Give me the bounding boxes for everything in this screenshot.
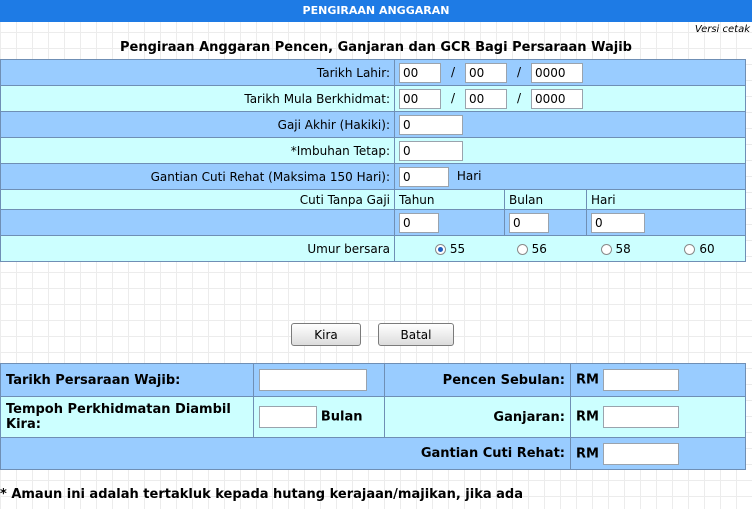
unpaid-month-input[interactable] [509, 213, 549, 233]
retire-date-output[interactable] [259, 369, 367, 391]
service-start-fields: 00 /00 /0000 [395, 86, 746, 112]
age-option-56[interactable]: 56 [517, 242, 597, 256]
salary-label: Gaji Akhir (Hakiki): [1, 112, 395, 138]
footnote: * Amaun ini adalah tertakluk kepada hutang kerajaan/majikan, jika ada [0, 487, 524, 502]
unpaid-year-cell [395, 210, 505, 236]
unpaid-day-input[interactable] [591, 213, 645, 233]
pension-label: Pencen Sebulan: [385, 364, 571, 397]
leave-comp-output[interactable] [603, 443, 679, 465]
gratuity-label: Ganjaran: [385, 397, 571, 438]
cancel-button[interactable]: Batal [378, 323, 454, 346]
age-option-55[interactable]: 55 [435, 242, 513, 256]
radio-60[interactable] [684, 244, 695, 255]
leave-days-input[interactable] [399, 167, 449, 187]
gratuity-output[interactable] [603, 406, 679, 428]
unpaid-day-cell [587, 210, 746, 236]
birth-month-input[interactable] [465, 63, 507, 83]
service-months-output[interactable] [259, 406, 317, 428]
gratuity-cell: RM [571, 397, 746, 438]
age-option-60[interactable]: 60 [684, 242, 714, 256]
page-header: PENGIRAAN ANGGARAN [0, 0, 752, 22]
radio-58[interactable] [601, 244, 612, 255]
unpaid-month-header: Bulan [505, 190, 587, 210]
leave-comp-result-cell: RM [571, 438, 746, 470]
retire-age-label: Umur bersara [1, 236, 395, 262]
unpaid-blank-cell [1, 210, 395, 236]
service-period-cell: Bulan [254, 397, 385, 438]
service-year-input[interactable] [531, 89, 583, 109]
leave-comp-label: Gantian Cuti Rehat (Maksima 150 Hari): [1, 164, 395, 190]
unpaid-year-input[interactable] [399, 213, 439, 233]
unpaid-year-header: Tahun [395, 190, 505, 210]
service-period-label: Tempoh Perkhidmatan Diambil Kira: [1, 397, 254, 438]
service-month-input[interactable] [465, 89, 507, 109]
leave-unit: Hari [456, 169, 482, 183]
results-table [0, 363, 746, 470]
salary-cell [395, 112, 746, 138]
birth-year-input[interactable] [531, 63, 583, 83]
age-option-58[interactable]: 58 [601, 242, 681, 256]
allowance-input[interactable] [399, 141, 463, 161]
leave-comp-result-label: Gantian Cuti Rehat: [1, 438, 571, 470]
pension-output[interactable] [603, 369, 679, 391]
birth-day-input[interactable] [399, 63, 441, 83]
unpaid-day-header: Hari [587, 190, 746, 210]
unpaid-month-cell [505, 210, 587, 236]
calculate-button[interactable]: Kira [291, 323, 361, 346]
estimation-form [0, 59, 746, 262]
allowance-label: *Imbuhan Tetap: [1, 138, 395, 164]
allowance-cell [395, 138, 746, 164]
retire-date-label: Tarikh Persaraan Wajib: [1, 364, 254, 397]
radio-55[interactable] [435, 244, 446, 255]
pension-cell: RM [571, 364, 746, 397]
birth-date-fields: 00 /00 /0000 [395, 60, 746, 86]
retire-age-options [395, 236, 746, 262]
leave-comp-cell [395, 164, 746, 190]
birth-date-label: Tarikh Lahir: [1, 60, 395, 86]
unpaid-leave-label: Cuti Tanpa Gaji [1, 190, 395, 210]
service-start-label: Tarikh Mula Berkhidmat: [1, 86, 395, 112]
salary-input[interactable] [399, 115, 463, 135]
service-day-input[interactable] [399, 89, 441, 109]
form-title: Pengiraan Anggaran Pencen, Ganjaran dan GCR Bagi Persaraan Wajib [120, 40, 632, 55]
radio-56[interactable] [517, 244, 528, 255]
print-version-link[interactable]: Versi cetak [694, 24, 750, 35]
retire-date-cell [254, 364, 385, 397]
